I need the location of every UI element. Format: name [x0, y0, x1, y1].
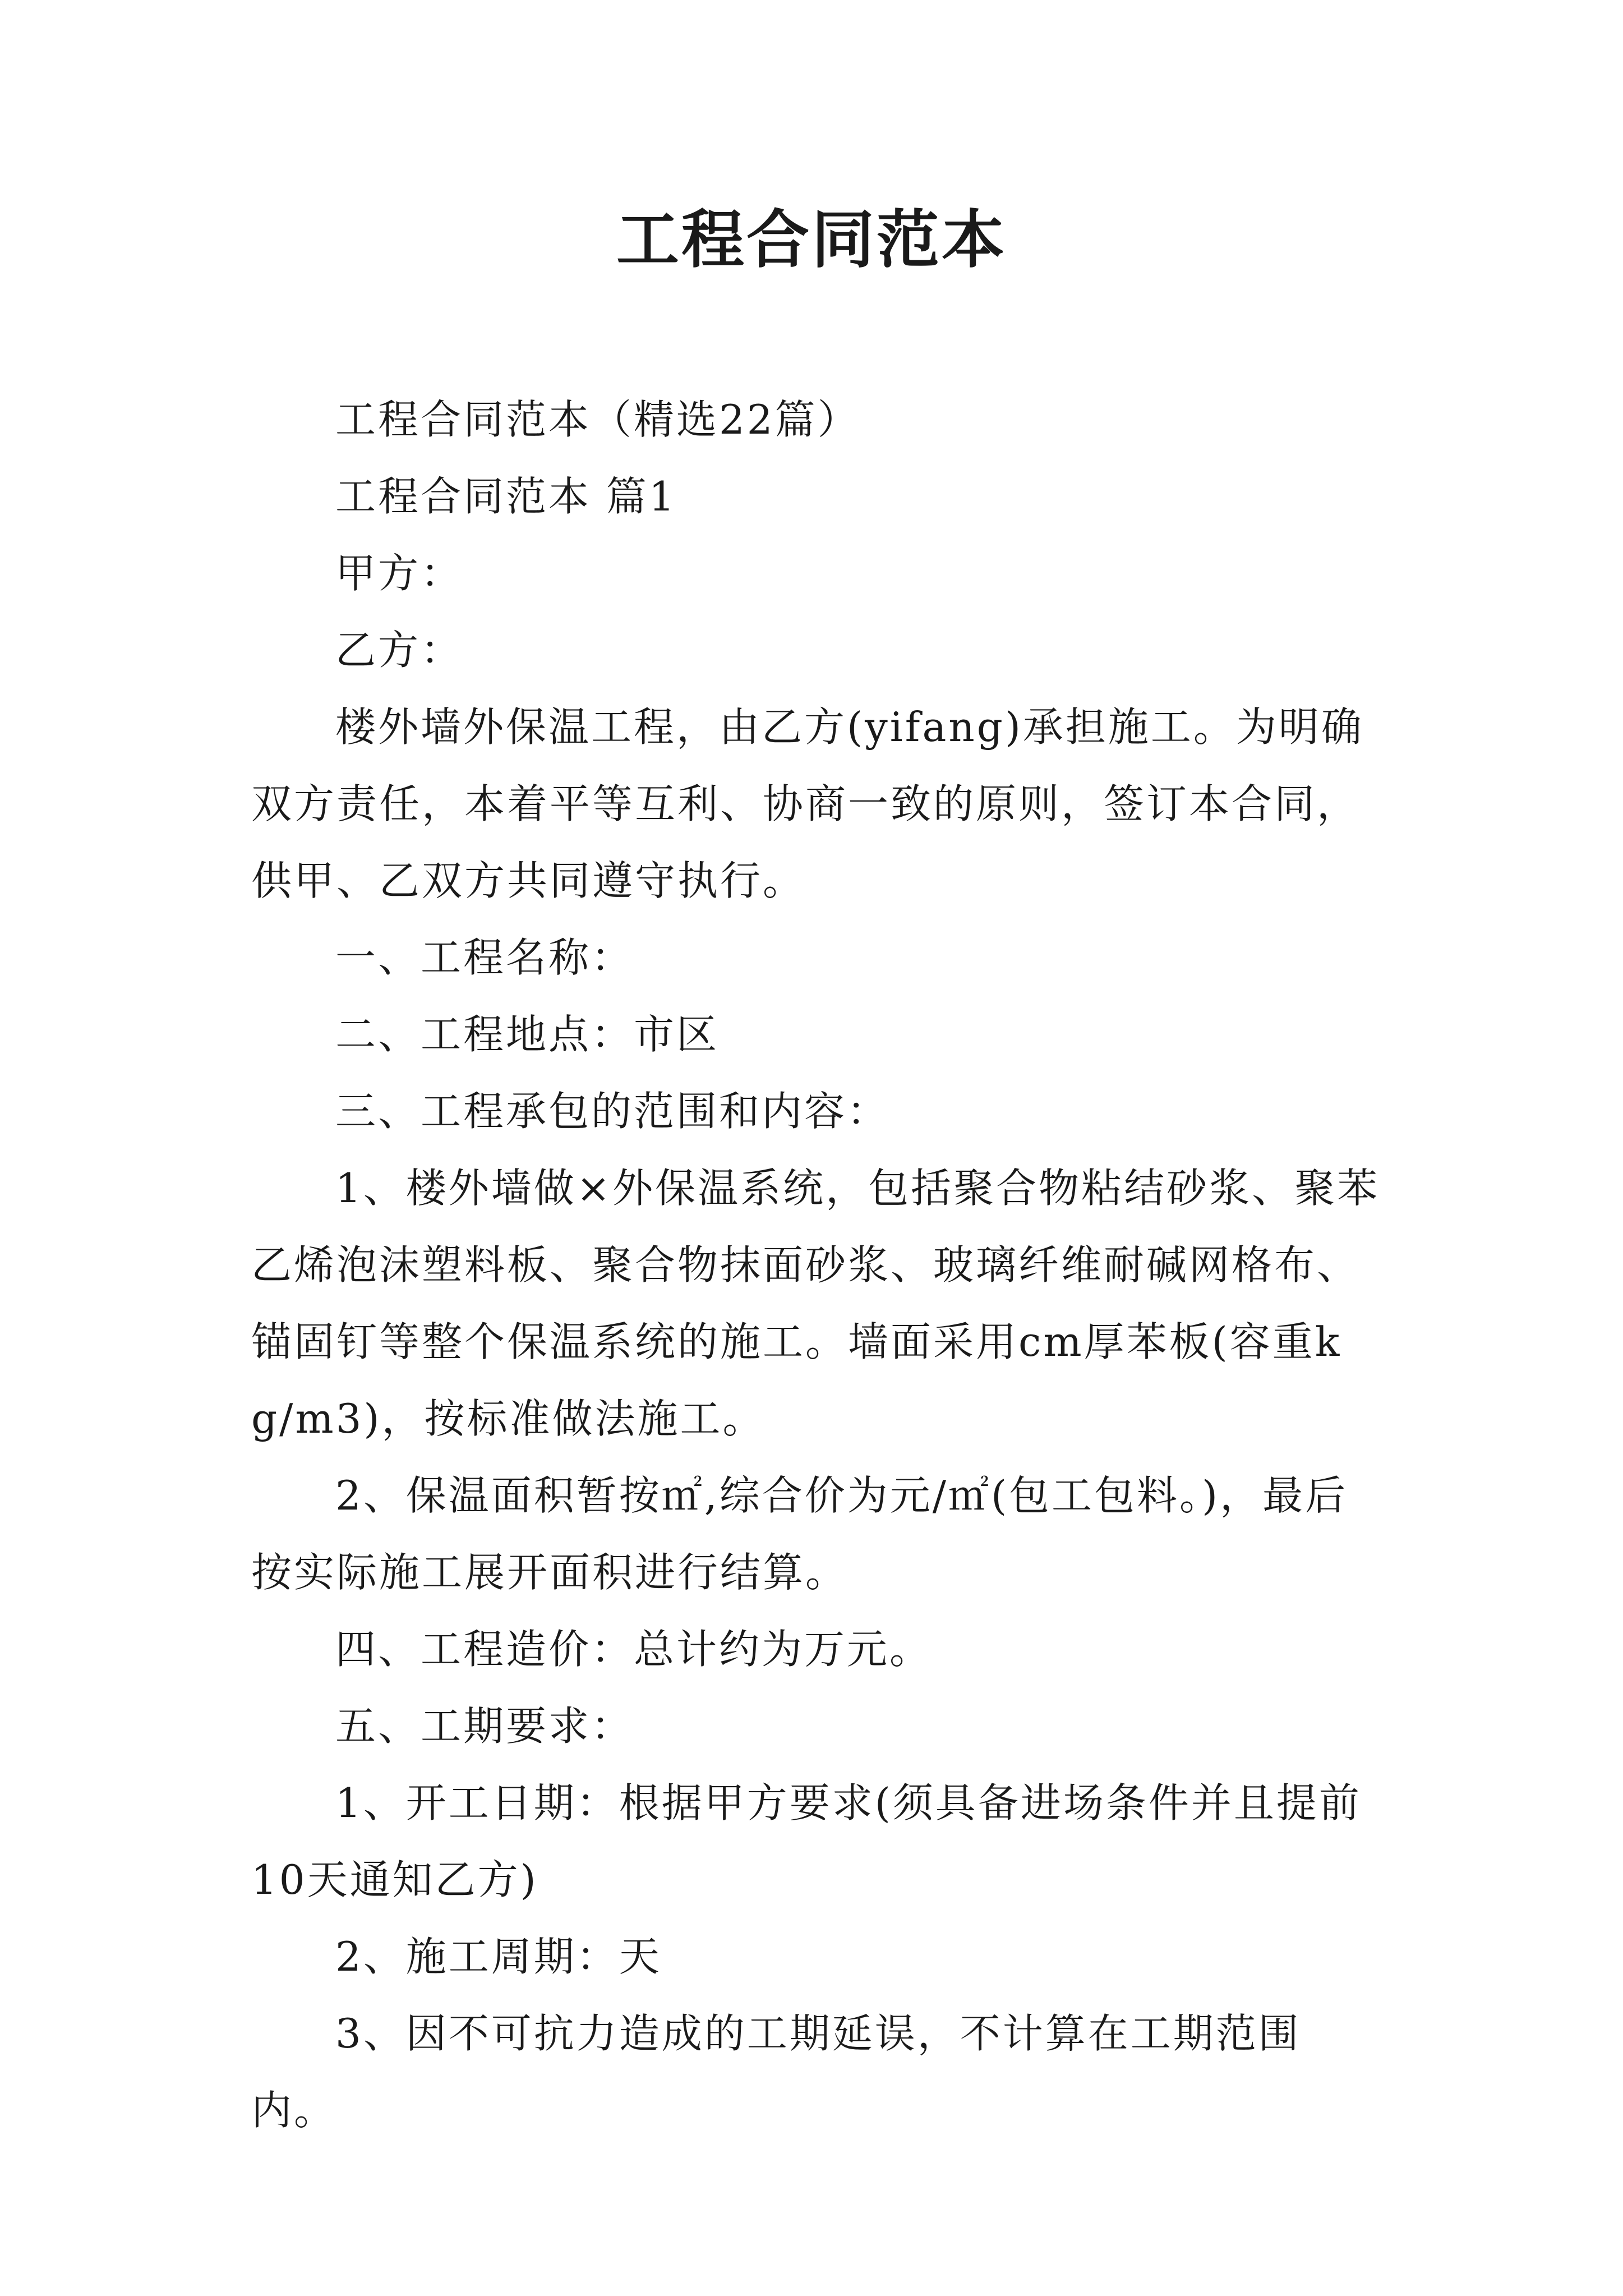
- paragraph-preamble: 楼外墙外保温工程，由乙方(yifang)承担施工。为明确双方责任，本着平等互利、协商一致的原则，签订本合同，供甲、乙双方共同遵守执行。: [251, 703, 1364, 904]
- paragraph-schedule-item-2: 2、施工周期：天: [335, 1933, 662, 1980]
- paragraph-project-name: 一、工程名称：: [335, 934, 634, 981]
- paragraph-schedule-item-3: 3、因不可抗力造成的工期延误，不计算在工期范围内。: [251, 2010, 1301, 2134]
- paragraph-section-heading: 工程合同范本 篇1: [335, 473, 677, 520]
- document-title: 工程合同范本: [616, 203, 1007, 277]
- paragraph-project-cost: 四、工程造价：总计约为万元。: [335, 1626, 933, 1673]
- paragraph-party-a: 甲方：: [335, 550, 464, 597]
- paragraph-scope-item-1: 1、楼外墙做×外保温系统，包括聚合物粘结砂浆、聚苯乙烯泡沫塑料板、聚合物抹面砂浆、玻璃纤维耐碱网格布、锚固钉等整个保温系统的施工。墙面采用cm厚苯板(容重kg/m3)，按标准做法施工。: [251, 1165, 1380, 1442]
- paragraph-schedule-heading: 五、工期要求：: [335, 1703, 634, 1750]
- paragraph-subtitle: 工程合同范本（精选22篇）: [335, 396, 860, 443]
- paragraph-project-location: 二、工程地点：市区: [335, 1011, 720, 1058]
- paragraph-schedule-item-1: 1、开工日期：根据甲方要求(须具备进场条件并且提前10天通知乙方): [251, 1779, 1362, 1903]
- paragraph-scope-item-2: 2、保温面积暂按㎡,综合价为元/㎡(包工包料。)，最后按实际施工展开面积进行结算。: [251, 1472, 1348, 1596]
- document-body: [251, 381, 1383, 2149]
- paragraph-scope-heading: 三、工程承包的范围和内容：: [335, 1088, 890, 1135]
- paragraph-party-b: 乙方：: [335, 627, 464, 674]
